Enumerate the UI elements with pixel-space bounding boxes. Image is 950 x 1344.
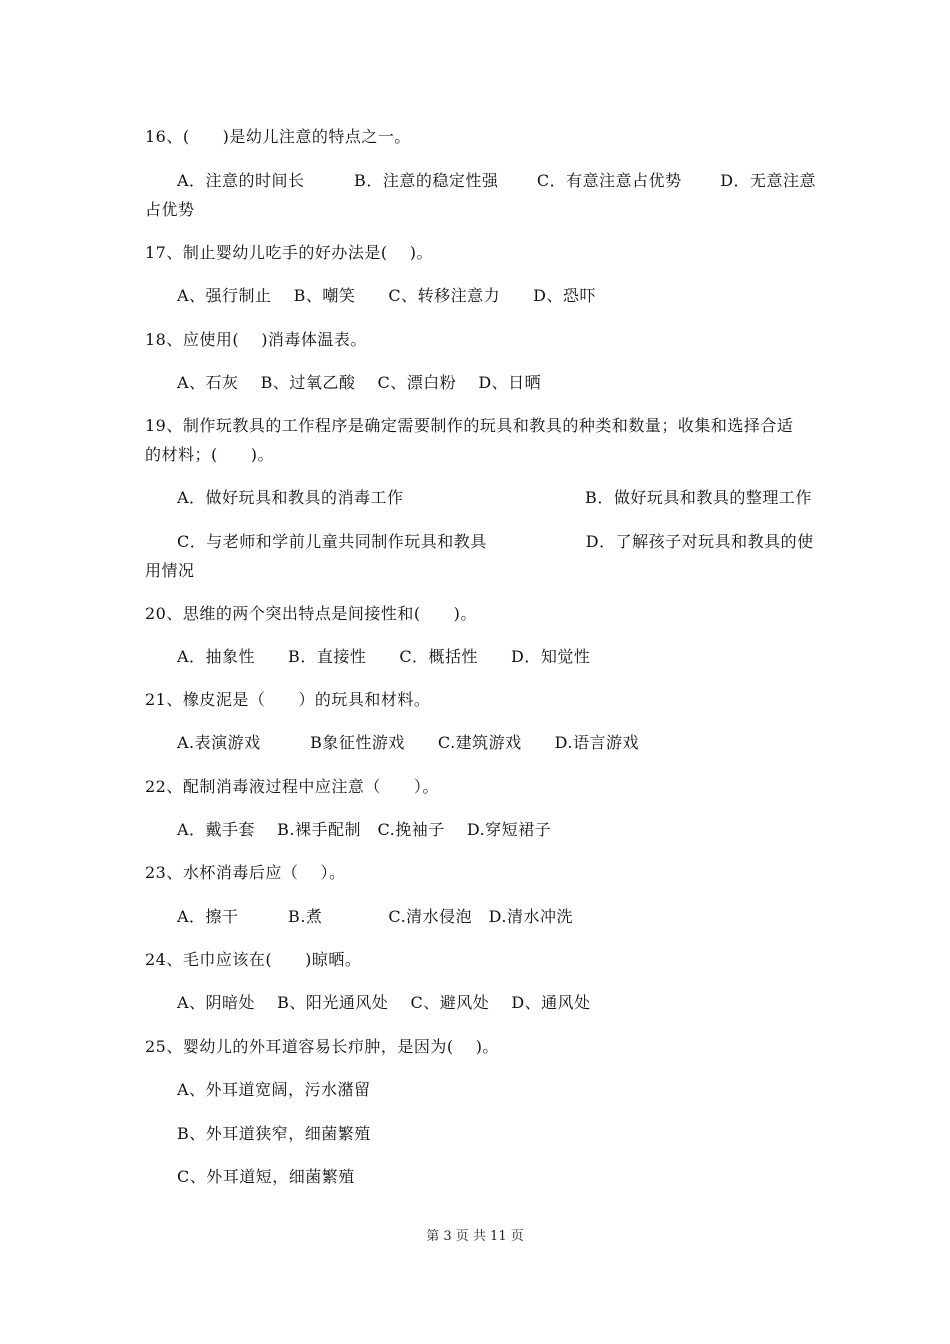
question-22-stem: 22、配制消毒液过程中应注意（ ）。 bbox=[145, 777, 439, 796]
question-20-stem: 20、思维的两个突出特点是间接性和( )。 bbox=[145, 604, 477, 623]
question-18-options: A、石灰 B、过氧乙酸 C、漂白粉 D、日晒 bbox=[177, 373, 542, 392]
question-21-options: A.表演游戏 B象征性游戏 C.建筑游戏 D.语言游戏 bbox=[177, 733, 640, 752]
question-19-stem: 19、制作玩教具的工作程序是确定需要制作的玩具和教具的种类和数量；收集和选择合适 bbox=[145, 416, 794, 435]
question-23-options: A．擦干 B.煮 C.清水侵泡 D.清水冲洗 bbox=[177, 907, 574, 926]
question-16-options: A．注意的时间长 B．注意的稳定性强 C．有意注意占优势 D．无意注意 bbox=[177, 171, 817, 190]
question-19-stem-cont: 的材料；( )。 bbox=[145, 445, 274, 464]
question-16-options-cont: 占优势 bbox=[145, 200, 195, 219]
page-number-footer: 第 3 页 共 11 页 bbox=[426, 1229, 524, 1244]
question-25-option-a: A、外耳道宽阔，污水潴留 bbox=[177, 1080, 371, 1099]
question-25-option-c: C、外耳道短，细菌繁殖 bbox=[177, 1167, 355, 1186]
question-19-options-cont: 用情况 bbox=[145, 561, 195, 580]
question-25-option-b: B、外耳道狭窄，细菌繁殖 bbox=[177, 1124, 371, 1143]
question-19-options-ab: A．做好玩具和教具的消毒工作 B．做好玩具和教具的整理工作 bbox=[177, 488, 812, 507]
question-17-options: A、强行制止 B、嘲笑 C、转移注意力 D、恐吓 bbox=[177, 286, 596, 305]
question-23-stem: 23、水杯消毒后应（ ）。 bbox=[145, 863, 346, 882]
question-25-stem: 25、婴幼儿的外耳道容易长疖肿，是因为( )。 bbox=[145, 1037, 499, 1056]
question-20-options: A．抽象性 B．直接性 C．概括性 D．知觉性 bbox=[177, 647, 591, 666]
question-21-stem: 21、橡皮泥是（ ）的玩具和材料。 bbox=[145, 690, 431, 709]
question-24-stem: 24、毛巾应该在( )晾晒。 bbox=[145, 950, 362, 969]
question-19-options-cd: C．与老师和学前儿童共同制作玩具和教具 D．了解孩子对玩具和教具的使 bbox=[177, 532, 814, 551]
question-22-options: A．戴手套 B.裸手配制 C.挽袖子 D.穿短裙子 bbox=[177, 820, 552, 839]
question-16-stem: 16、( )是幼儿注意的特点之一。 bbox=[145, 127, 411, 146]
question-24-options: A、阴暗处 B、阳光通风处 C、避风处 D、通风处 bbox=[177, 993, 591, 1012]
question-18-stem: 18、应使用( )消毒体温表。 bbox=[145, 330, 367, 349]
question-17-stem: 17、制止婴幼儿吃手的好办法是( )。 bbox=[145, 243, 433, 262]
